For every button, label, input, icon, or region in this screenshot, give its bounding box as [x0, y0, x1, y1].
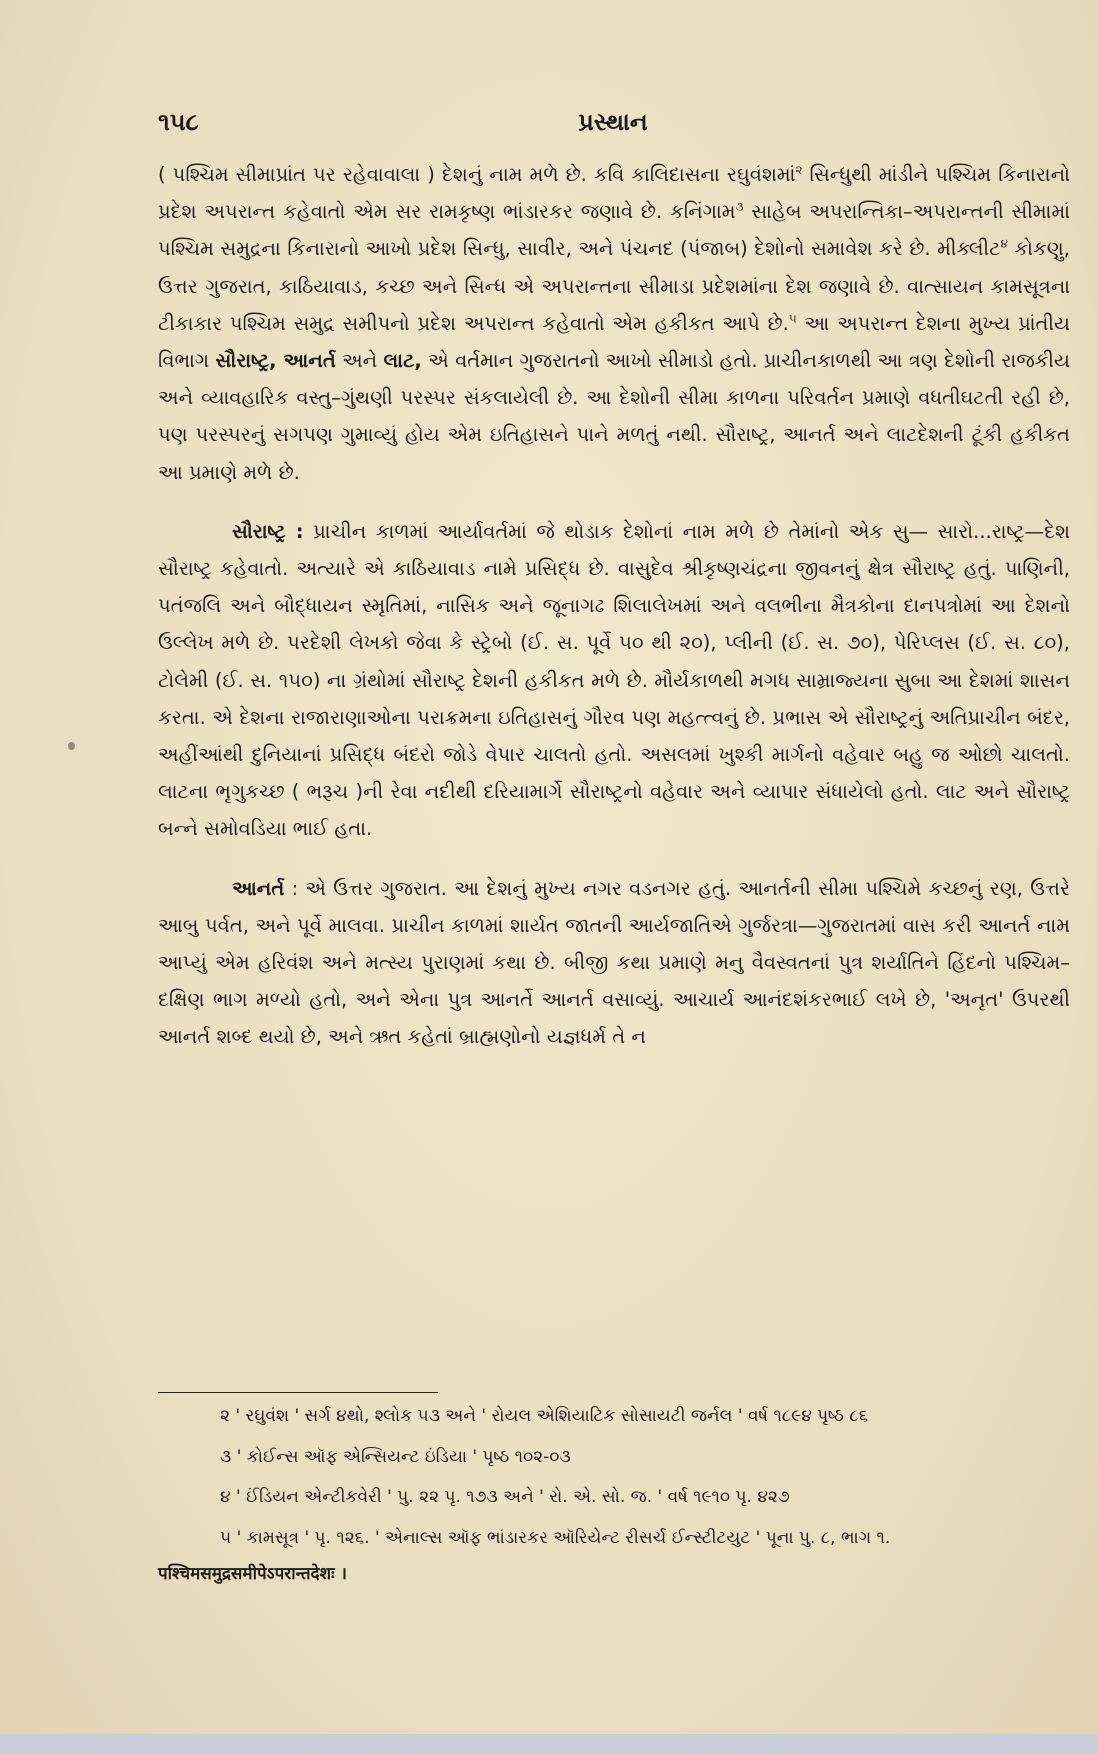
text-run: ( પશ્ચિમ સીમાપ્રાંત પર રહેવાવાલા ) દેશનું નામ મળે છે. કવિ કાલિદાસના રઘુવંશમાં	[158, 163, 796, 186]
paragraph-saurashtra	[158, 513, 1070, 848]
footnote-item: ૨ ' રઘુવંશ ' સર્ગ ૪થો, શ્લોક ૫૩ અને ' રોયલ એશિયાટિક સોસાયટી જર્નલ ' વર્ષ ૧૮૯૪ પૃષ્ઠ ૮૬	[220, 1406, 869, 1426]
bold-term: લાટ,	[383, 349, 422, 373]
text-run: આ અપરાન્ત દેશના મુખ્ય પ્રાંતીય વિભાગ	[158, 311, 1070, 373]
footnotes	[158, 1398, 1070, 1593]
text-run: : એ ઉત્તર ગુજરાત. આ દેશનું મુખ્ય નગર વડનગર હતું. આનર્તની સીમા પશ્ચિમે કચ્છનું રણ, ઉત્તરે આબુ પર્વત, અને પૂર્વે માલવા. પ્રાચીન કાળમાં શાર્યત જાતની આર્યજાતિએ ગુર્જરત્રા—ગુજરાતમાં વાસ કરી આનર્ત નામ આપ્યું એમ હરિવંશ અને મત્સ્ય પુરાણમાં કથા છે. બીજી કથા પ્રમાણે મનુ વૈવસ્વતનાં પુત્ર શર્યાતિને હિંદનો પશ્ચિમ–દક્ષિણ ભાગ મળ્યો હતો, અને એના પુત્ર આનર્તે આનર્ત વસાવ્યું. આચાર્ય આનંદશંકરભાઈ લખે છે, 'અનૃત' ઉપરથી આનર્ત શબ્દ થયો છે, અને ઋત કહેતાં બ્રાહ્મણોનો યજ્ઞધર્મ તે ન	[158, 876, 1070, 1049]
section-term: આનર્ત	[232, 876, 285, 900]
text-run: સાહેબ અપરાન્તિકા–અપરાન્તની સીમામાં પશ્ચિમ સમુદ્રના કિનારાનો આખો પ્રદેશ સિન્ધુ, સાવીર, અને પંચનદ (પંજાબ) દેશોનો સમાવેશ કરે છે. મીક્લીટ	[158, 200, 1071, 261]
footnote-ref: ૪	[1000, 236, 1008, 251]
footnote-item	[158, 1520, 1070, 1593]
section-term: સૌરાષ્ટ્ર :	[232, 519, 304, 543]
scan-bottom-edge	[0, 1734, 1098, 1754]
text-run: એ વર્તમાન ગુજરાતનો આખો સીમાડો હતો. પ્રાચીનકાળથી આ ત્રણ દેશોની રાજકીય અને વ્યાવહારિક વસ્તુ–ગુંથણી પરસ્પર સંકલાયેલી છે. આ દેશોની સીમા કાળના પરિવર્તન પ્રમાણે વધતીઘટતી રહી છે, પણ પરસ્પરનું સગપણ ગુમાવ્યું હોય એમ ઇતિહાસને પાને મળતું નથી. સૌરાષ્ટ્ર, આનર્ત અને લાટદેશની ટૂંકી હકીકત આ પ્રમાણે મળે છે.	[158, 349, 1070, 484]
page-number: ૧૫૮	[158, 108, 199, 136]
body-text	[158, 156, 1070, 1056]
text-run: પ્રાચીન કાળમાં આર્યાવર્તમાં જે થોડાક દેશોનાં નામ મળે છે તેમાંનો એક સુ— સારો...રાષ્ટ્ર—દેશ સૌરાષ્ટ્ર કહેવાતો. અત્યારે એ કાઠિયાવાડ નામે પ્રસિદ્ધ છે. વાસુદેવ શ્રીકૃષ્ણચંદ્રના જીવનનું ક્ષેત્ર સૌરાષ્ટ્ર હતું. પાણિની, પતંજલિ અને બૌદ્ધાયન સ્મૃતિમાં, નાસિક અને જૂનાગઢ શિલાલેખમાં અને વલભીના મૈત્રકોના દાનપત્રોમાં આ દેશનો ઉલ્લેખ મળે છે. પરદેશી લેખકો જેવા કે સ્ટ્રેબો (ઈ. સ. પૂર્વે ૫૦ થી ૨૦), પ્લીની (ઈ. સ. ૭૦), પેરિપ્લસ (ઈ. સ. ૮૦), ટોલેમી (ઈ. સ. ૧૫૦) ના ગ્રંથોમાં સૌરાષ્ટ્ર દેશની હકીકત મળે છે. મૌર્યકાળથી મગધ સામ્રાજ્યના સુબા આ દેશમાં શાસન કરતા. એ દેશના રાજારાણાઓના પરાક્રમના ઇતિહાસનું ગૌરવ પણ મહત્ત્વનું છે. પ્રભાસ એ સૌરાષ્ટ્રનું અતિપ્રાચીન બંદર, અહીંઆંથી દુનિયાનાં પ્રસિદ્ધ બંદરો જોડે વેપાર ચાલતો હતો. અસલમાં ખુશ્કી માર્ગનો વહેવાર બહુ જ ઓછો ચાલતો. લાટના ભૃગુકચ્છ ( ભરૂચ )ની રેવા નદીથી દરિયામાર્ગે સૌરાષ્ટ્રનો વહેવાર અને વ્યાપાર સંધાયેલો હતો. લાટ અને સૌરાષ્ટ્ર બન્ને સમોવડિયા ભાઈ હતા.	[158, 519, 1070, 841]
bold-term: સૌરાષ્ટ્ર, આનર્ત	[215, 349, 336, 373]
paragraph-intro	[158, 156, 1070, 491]
footnote-ref: ૨	[795, 162, 803, 177]
footnote-divider	[158, 1392, 438, 1393]
page-header	[158, 108, 1068, 142]
footnote-item: ૩ ' કોઈન્સ ઑફ એન્સિયન્ટ ઇંડિયા ' પૃષ્ઠ ૧૦૨-૦૩	[220, 1446, 571, 1467]
text-run: સિન્ધુથી માંડીને પશ્ચિમ કિનારાનો પ્રદેશ અપરાન્ત કહેવાતો એમ સર રામકૃષ્ણ ભાંડારકર જણાવે છે. કનિંગામ	[158, 163, 1070, 224]
footnote-item: ૪ ' ઈંડિયન એન્ટીકવેરી ' પુ. ૨૨ પૃ. ૧૭૩ અને ' રો. એ. સો. જ. ' વર્ષ ૧૯૧૦ પૃ. ૪૨૭	[220, 1487, 790, 1507]
footnote-ref: ૫	[788, 311, 797, 326]
text-run: કોકણુ, ઉત્તર ગુજરાત, કાઠિયાવાડ, કચ્છ અને સિન્ધ એ અપરાન્તના સીમાડા પ્રદેશમાંના દેશ જણાવે છે. વાત્સાયન કામસૂત્રના ટીકાકાર પશ્ચિમ સમુદ્ર સમીપનો પ્રદેશ અપરાન્ત કહેવાતો એમ હકીકત આપે છે.	[158, 237, 1071, 335]
text-run: અને	[335, 349, 384, 373]
footnote-ref: ૩	[735, 199, 744, 214]
footnote-text: ૫ ' કામસૂત્ર ' પૃ. ૧૨૬. ' એનાલ્સ ઑફ ભાંડારકર ઑરિયેન્ટ રીસર્ચ ઈન્સ્ટીટયુટ ' પૂના પુ. ૮, ભાગ ૧.	[220, 1527, 891, 1548]
ink-spot	[68, 742, 75, 750]
sanskrit-quote: पश्चिमसमुद्रसमीपेऽपरान्तदेशः ।	[158, 1564, 347, 1584]
paragraph-anarta	[158, 870, 1070, 1056]
running-title: પ્રસ્થાન	[578, 108, 648, 136]
